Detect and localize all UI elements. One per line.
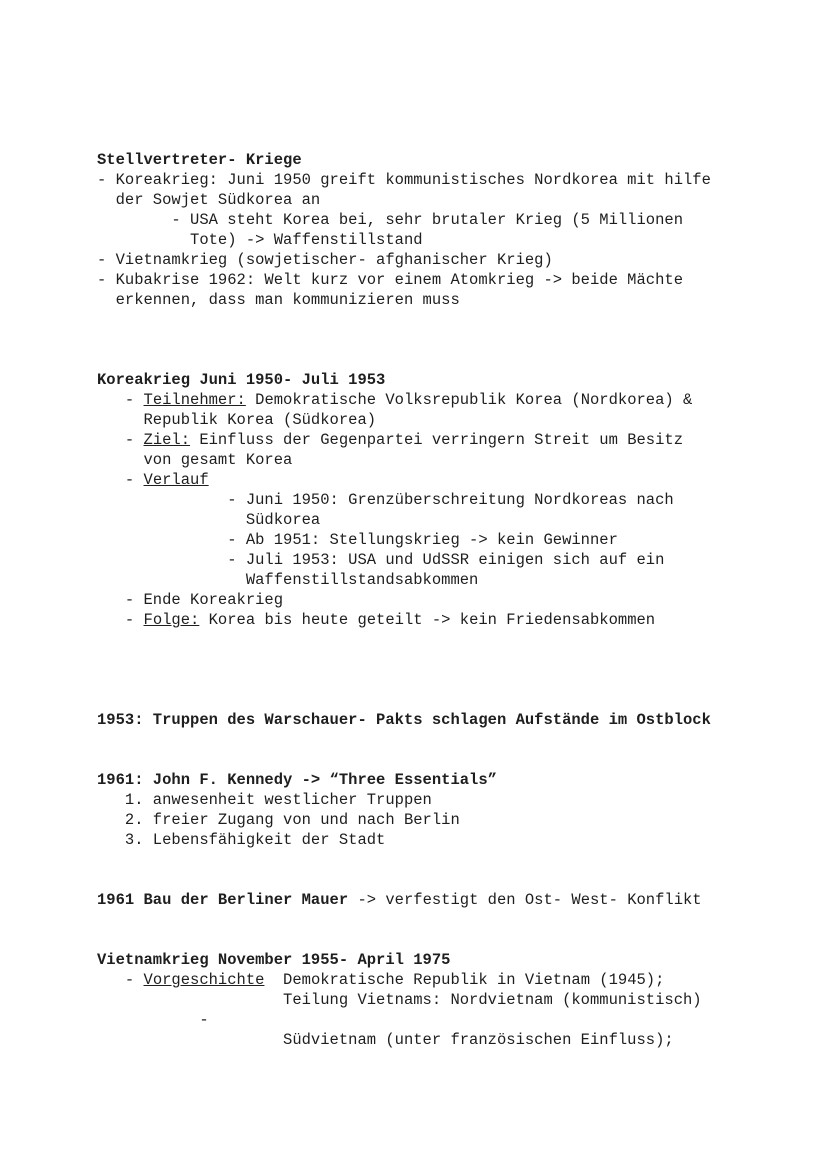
text-segment: Südvietnam (unter französischen Einfluss); (97, 1031, 674, 1049)
text-line (97, 950, 788, 970)
text-line (97, 270, 788, 290)
text-line (97, 1030, 788, 1050)
text-segment: - Kubakrise 1962: Welt kurz vor einem Atomkrieg -> beide Mächte (97, 271, 683, 289)
text-line (97, 190, 788, 210)
text-segment: 1. anwesenheit westlicher Truppen (97, 791, 432, 809)
text-segment: - Koreakrieg: Juni 1950 greift kommunistisches Nordkorea mit hilfe (97, 171, 711, 189)
text-segment: erkennen, dass man kommunizieren muss (97, 291, 460, 309)
text-line (97, 430, 788, 450)
text-line (97, 890, 788, 910)
document-body (97, 150, 788, 1050)
text-segment: Vietnamkrieg November 1955- April 1975 (97, 951, 451, 969)
text-segment: - USA steht Korea bei, sehr brutaler Krieg (5 Millionen (97, 211, 683, 229)
text-line (97, 770, 788, 790)
text-line (97, 670, 788, 690)
text-line (97, 550, 788, 570)
text-line (97, 850, 788, 870)
text-segment: Waffenstillstandsabkommen (97, 571, 479, 589)
text-segment: Demokratische Volksrepublik Korea (Nordkorea) & (245, 391, 693, 409)
text-line (97, 370, 788, 390)
text-line (97, 410, 788, 430)
text-line (97, 390, 788, 410)
text-segment: -> verfestigt den Ost- West- Konflikt (348, 891, 702, 909)
text-segment: - Juli 1953: USA und UdSSR einigen sich auf ein (97, 551, 665, 569)
text-segment: - (97, 1011, 209, 1029)
text-segment: 2. freier Zugang von und nach Berlin (97, 811, 460, 829)
text-segment: - Ende Koreakrieg (97, 591, 284, 609)
text-line (97, 970, 788, 990)
text-segment: 3. Lebensfähigkeit der Stadt (97, 831, 386, 849)
text-segment: Demokratische Republik in Vietnam (1945); (264, 971, 665, 989)
text-segment: Teilung Vietnams: Nordvietnam (kommunistisch) (97, 991, 702, 1009)
text-line (97, 230, 788, 250)
text-line (97, 250, 788, 270)
text-line (97, 350, 788, 370)
text-segment: 1953: Truppen des Warschauer- Pakts schlagen Aufstände im Ostblock (97, 711, 711, 729)
text-line (97, 610, 788, 630)
text-segment: - (97, 471, 144, 489)
text-segment: Teilnehmer: (143, 391, 246, 409)
text-line (97, 650, 788, 670)
text-segment: Einfluss der Gegenpartei verringern Streit um Besitz (190, 431, 684, 449)
text-line (97, 570, 788, 590)
text-line (97, 750, 788, 770)
text-line (97, 790, 788, 810)
text-segment: Verlauf (143, 471, 209, 489)
text-line (97, 210, 788, 230)
text-line (97, 690, 788, 710)
text-line (97, 1010, 788, 1030)
text-segment: der Sowjet Südkorea an (97, 191, 321, 209)
text-segment: - Vietnamkrieg (sowjetischer- afghanischer Krieg) (97, 251, 553, 269)
text-segment: - Juni 1950: Grenzüberschreitung Nordkoreas nach (97, 491, 674, 509)
text-segment: 1961 Bau der Berliner Mauer (97, 891, 349, 909)
text-segment: Vorgeschichte (143, 971, 265, 989)
text-line (97, 630, 788, 650)
text-line (97, 510, 788, 530)
text-segment: Tote) -> Waffenstillstand (97, 231, 423, 249)
text-line (97, 530, 788, 550)
text-line (97, 590, 788, 610)
text-segment: Koreakrieg Juni 1950- Juli 1953 (97, 371, 386, 389)
text-segment: Korea bis heute geteilt -> kein Friedensabkommen (199, 611, 656, 629)
text-segment: Ziel: (143, 431, 191, 449)
text-line (97, 810, 788, 830)
text-line (97, 710, 788, 730)
text-line (97, 910, 788, 930)
text-segment: Stellvertreter- Kriege (97, 151, 302, 169)
text-segment: 1961: John F. Kennedy -> “Three Essentials” (97, 771, 497, 789)
text-line (97, 330, 788, 350)
text-line (97, 490, 788, 510)
text-line (97, 470, 788, 490)
text-line (97, 930, 788, 950)
text-line (97, 170, 788, 190)
text-segment: - Ab 1951: Stellungskrieg -> kein Gewinner (97, 531, 618, 549)
text-line (97, 290, 788, 310)
text-line (97, 310, 788, 330)
text-line (97, 870, 788, 890)
text-segment: - (97, 391, 144, 409)
text-line (97, 830, 788, 850)
text-segment: - (97, 971, 144, 989)
text-segment: Folge: (143, 611, 200, 629)
text-line (97, 450, 788, 470)
text-segment: - (97, 611, 144, 629)
text-line (97, 150, 788, 170)
text-segment: von gesamt Korea (97, 451, 293, 469)
text-segment: - (97, 431, 144, 449)
text-segment: Republik Korea (Südkorea) (97, 411, 377, 429)
text-line (97, 730, 788, 750)
text-line (97, 990, 788, 1010)
text-segment: Südkorea (97, 511, 321, 529)
